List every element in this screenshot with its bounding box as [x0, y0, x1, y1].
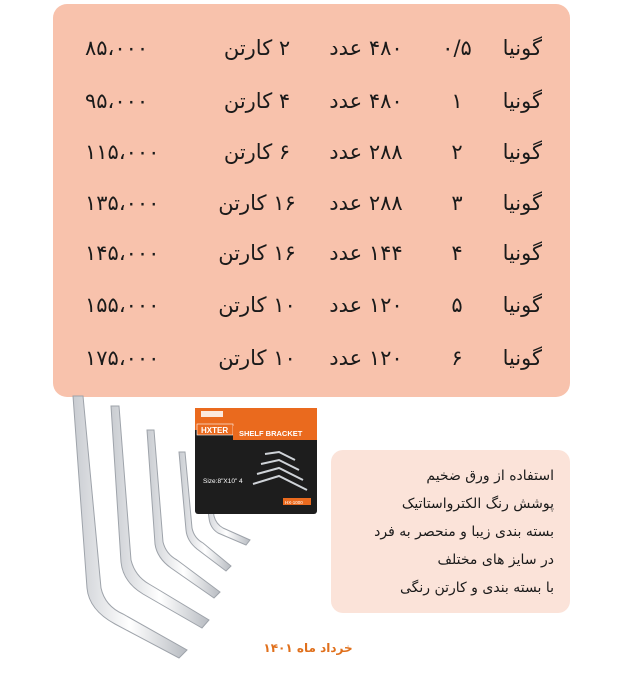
feature-item: بسته بندی زیبا و منحصر به فرد — [374, 524, 554, 540]
product-size: ۴ — [451, 241, 463, 265]
product-box-image — [195, 408, 317, 514]
quantity: ۲۸۸ عدد — [329, 140, 403, 164]
price: ۱۴۵،۰۰۰ — [85, 241, 160, 265]
feature-item: پوشش رنگ الکترواستاتیک — [401, 496, 554, 512]
features-panel — [331, 450, 570, 613]
product-name: گونیا — [502, 293, 542, 317]
price: ۱۳۵،۰۰۰ — [85, 191, 160, 215]
box-size-text: Size:8"X10" 4 — [203, 478, 243, 485]
box-title-text: SHELF BRACKET — [239, 429, 303, 438]
carton-count: ۱۰ کارتن — [218, 346, 296, 370]
feature-item: در سایز های مختلف — [437, 552, 554, 568]
price: ۱۷۵،۰۰۰ — [85, 346, 160, 370]
carton-count: ۱۰ کارتن — [218, 293, 296, 317]
carton-count: ۱۶ کارتن — [218, 241, 296, 265]
carton-count: ۲ کارتن — [223, 36, 291, 60]
product-name: گونیا — [502, 140, 542, 164]
quantity: ۴۸۰ عدد — [329, 89, 403, 113]
product-size: ۶ — [451, 346, 463, 370]
quantity: ۱۲۰ عدد — [329, 346, 403, 370]
date-caption: خرداد ماه ۱۴۰۱ — [263, 641, 353, 655]
table-row — [53, 280, 570, 330]
price: ۹۵،۰۰۰ — [85, 89, 149, 113]
box-brand-text: HXTER — [201, 426, 229, 435]
carton-count: ۴ کارتن — [223, 89, 291, 113]
table-row — [53, 333, 570, 383]
table-row — [53, 228, 570, 278]
table-row — [53, 76, 570, 126]
product-size: ۳ — [451, 191, 463, 215]
quantity: ۱۲۰ عدد — [329, 293, 403, 317]
product-name: گونیا — [502, 36, 542, 60]
table-row — [53, 23, 570, 73]
table-row — [53, 127, 570, 177]
feature-item: با بسته بندی و کارتن رنگی — [399, 580, 554, 596]
price: ۱۱۵،۰۰۰ — [85, 140, 160, 164]
quantity: ۴۸۰ عدد — [329, 36, 403, 60]
product-size: ۲ — [451, 140, 463, 164]
product-name: گونیا — [502, 241, 542, 265]
carton-count: ۱۶ کارتن — [218, 191, 296, 215]
product-name: گونیا — [502, 191, 542, 215]
product-name: گونیا — [502, 89, 542, 113]
product-size: ۰/۵ — [442, 36, 472, 60]
quantity: ۲۸۸ عدد — [329, 191, 403, 215]
quantity: ۱۴۴ عدد — [329, 241, 403, 265]
price-table — [53, 4, 570, 397]
feature-item: استفاده از ورق ضخیم — [426, 468, 554, 484]
price: ۱۵۵،۰۰۰ — [85, 293, 160, 317]
product-size: ۵ — [451, 293, 463, 317]
price: ۸۵،۰۰۰ — [85, 36, 149, 60]
product-name: گونیا — [502, 346, 542, 370]
carton-count: ۶ کارتن — [223, 140, 291, 164]
product-size: ۱ — [451, 89, 463, 113]
box-badge-text: HX-1000 — [285, 500, 303, 505]
table-row — [53, 178, 570, 228]
